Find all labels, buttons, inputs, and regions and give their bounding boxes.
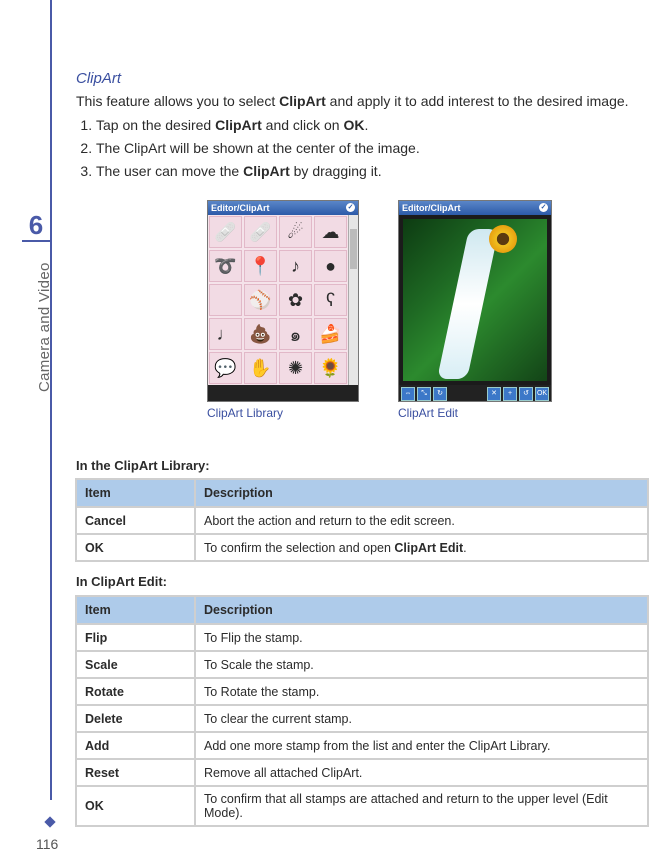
hand-icon: ✋: [244, 352, 277, 384]
table-row: [76, 786, 648, 826]
table-row: [76, 705, 648, 732]
clipart-edit-screenshot: [398, 200, 552, 402]
row-description: Remove all attached ClipArt.: [195, 759, 648, 786]
row-item: Rotate: [76, 678, 195, 705]
edit-caption: ClipArt Edit: [398, 406, 459, 420]
ok-circle-icon: ✓: [347, 204, 354, 211]
row-item: Add: [76, 732, 195, 759]
chapter-title: Camera and Video: [36, 262, 53, 392]
delete-icon[interactable]: ✕: [487, 387, 501, 401]
table-row: [76, 678, 648, 705]
col-description: Description: [195, 479, 648, 507]
music-note-icon: ♪: [279, 250, 312, 282]
row-item: Flip: [76, 624, 195, 651]
row-description: Add one more stamp from the list and enter the ClipArt Library.: [195, 732, 648, 759]
col-item: Item: [76, 596, 195, 624]
chapter-divider: [22, 240, 50, 242]
library-caption: ClipArt Library: [207, 406, 284, 420]
clipart-library-screenshot: [207, 200, 359, 402]
add-icon[interactable]: +: [503, 387, 517, 401]
library-titlebar: Editor/ClipArt ✓: [208, 201, 358, 215]
table-header-row: [76, 479, 648, 507]
sunflower-stamp[interactable]: [489, 225, 517, 253]
bandage-icon: 🩹: [244, 216, 277, 248]
baseball-icon: ⚾: [244, 284, 277, 316]
chapter-number: 6: [28, 210, 44, 240]
waterfall: [437, 229, 499, 379]
scale-icon[interactable]: ⤡: [417, 387, 431, 401]
swirl-icon: ๑: [279, 318, 312, 350]
section-content: [76, 70, 649, 186]
rotate-icon[interactable]: ↻: [433, 387, 447, 401]
speech-bubble-icon: 💬: [209, 352, 242, 384]
comet-icon: ☄: [279, 216, 312, 248]
edit-toolbar: [399, 385, 551, 401]
sheep-icon: ✿: [279, 284, 312, 316]
poop-icon: 💩: [244, 318, 277, 350]
table-row: [76, 624, 648, 651]
flower-icon: ✺: [279, 352, 312, 384]
edit-table: [75, 595, 649, 827]
library-bottombar: [208, 385, 358, 401]
col-description: Description: [195, 596, 648, 624]
note-icon: ♩: [209, 318, 242, 350]
col-item: Item: [76, 479, 195, 507]
library-table: [75, 478, 649, 562]
pin-icon: 📍: [244, 250, 277, 282]
table-row: [76, 507, 648, 534]
steps-list: [76, 117, 649, 179]
row-description: To clear the current stamp.: [195, 705, 648, 732]
row-item: OK: [76, 534, 195, 561]
row-item: Cancel: [76, 507, 195, 534]
cake-icon: 🍰: [314, 318, 347, 350]
row-description: To confirm the selection and open ClipArt Edit.: [195, 534, 648, 561]
ok-button[interactable]: OK: [535, 387, 549, 401]
swirl-icon: ➰: [209, 250, 242, 282]
row-description: Abort the action and return to the edit screen.: [195, 507, 648, 534]
waterfall-image: [403, 219, 547, 381]
row-item: Scale: [76, 651, 195, 678]
list-item: 2. The ClipArt will be shown at the center of the image.: [96, 140, 649, 156]
screenshots: [207, 200, 552, 425]
chapter-rail: [50, 0, 52, 800]
bandage-icon: 🩹: [209, 216, 242, 248]
hook-icon: ʕ: [314, 284, 347, 316]
list-item: 3. The user can move the ClipArt by dragging it.: [96, 163, 649, 179]
reset-icon[interactable]: ↺: [519, 387, 533, 401]
row-item: Reset: [76, 759, 195, 786]
table-row: [76, 759, 648, 786]
edit-table-heading: In ClipArt Edit:: [76, 574, 167, 589]
row-item: Delete: [76, 705, 195, 732]
library-scrollbar[interactable]: [348, 215, 358, 385]
library-table-heading: In the ClipArt Library:: [76, 458, 210, 473]
empty-cell: [209, 284, 242, 316]
page-number: 116: [36, 836, 59, 852]
table-row: [76, 651, 648, 678]
diamond-icon: [44, 816, 55, 827]
clipart-grid: [208, 215, 348, 385]
row-description: To Rotate the stamp.: [195, 678, 648, 705]
table-header-row: [76, 596, 648, 624]
table-row: [76, 534, 648, 561]
section-title: ClipArt: [76, 70, 122, 87]
row-description: To Flip the stamp.: [195, 624, 648, 651]
ok-circle-icon: ✓: [540, 204, 547, 211]
list-item: 1. Tap on the desired ClipArt and click on OK.: [96, 117, 649, 133]
section-intro: This feature allows you to select ClipArt and apply it to add interest to the desired image.: [76, 93, 629, 109]
table-row: [76, 732, 648, 759]
sunflower-icon: 🌻: [314, 352, 347, 384]
row-item: OK: [76, 786, 195, 826]
row-description: To confirm that all stamps are attached and return to the upper level (Edit Mode).: [195, 786, 648, 826]
edit-titlebar: Editor/ClipArt ✓: [399, 201, 551, 215]
flip-icon[interactable]: ⇔: [401, 387, 415, 401]
cloud-icon: ☁: [314, 216, 347, 248]
row-description: To Scale the stamp.: [195, 651, 648, 678]
scrollbar-thumb[interactable]: [350, 229, 357, 269]
afro-icon: ●: [314, 250, 347, 282]
